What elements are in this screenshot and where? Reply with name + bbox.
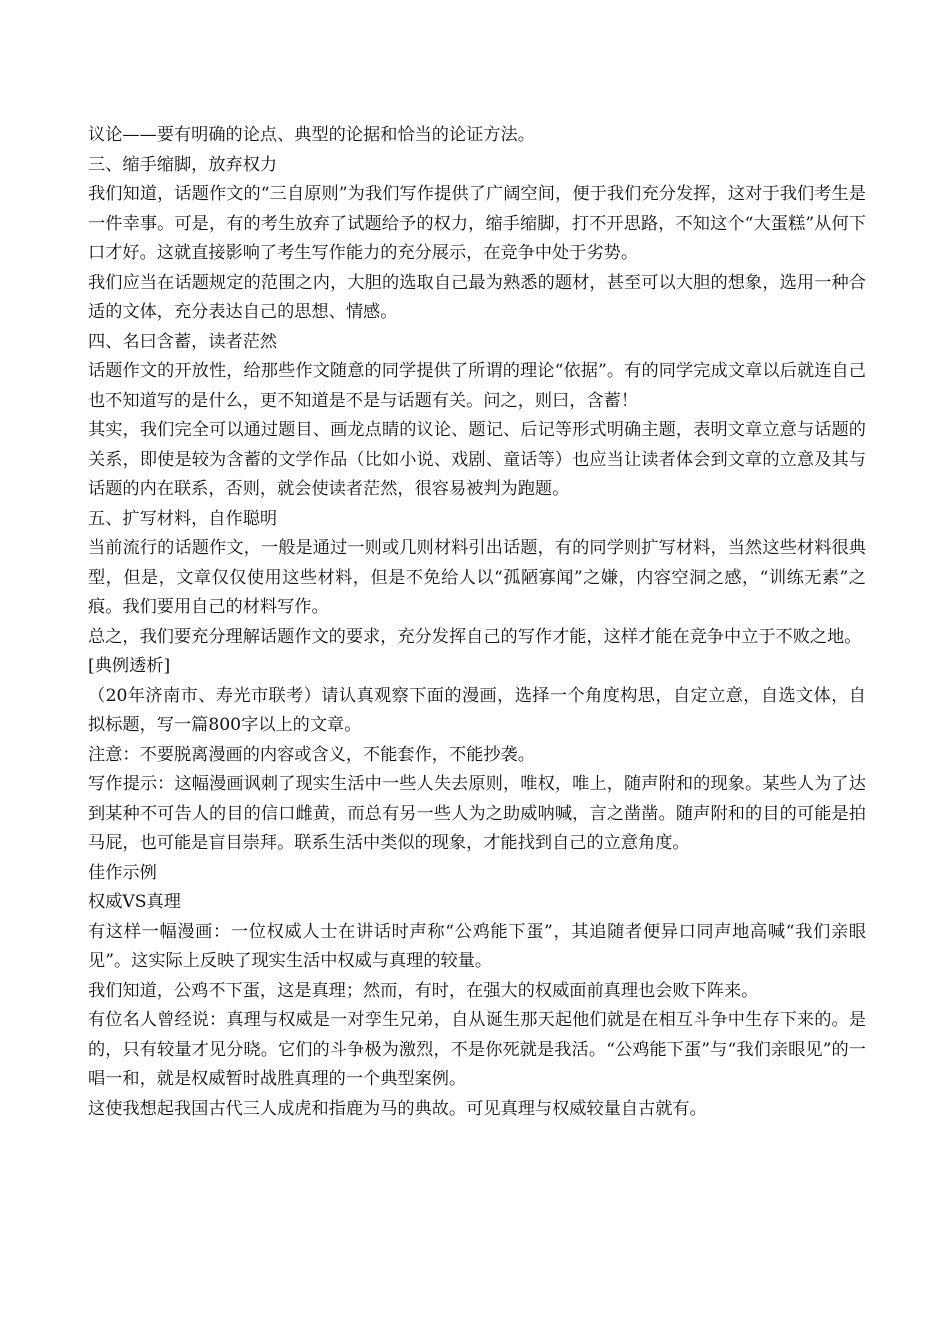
- essay-title: 权威VS真理: [88, 892, 181, 912]
- exam-note: 注意：不要脱离漫画的内容或含义，不能套作，不能抄袭。: [88, 744, 535, 765]
- paragraph: 其实，我们完全可以通过题目、画龙点睛的议论、题记、后记等形式明确主题，表明文章立意与话题的关系，即使是较为含蓄的文学作品（比如小说、戏剧、童话等）也应当让读者体会到文章的立意及其与话题的内在联系，否则，就会使读者茫然，很容易被判为跑题。: [88, 420, 866, 499]
- paragraph: 话题作文的开放性，给那些作文随意的同学提供了所谓的理论“依据”。有的同学完成文章以后就连自己也不知道写的是什么，更不知道是不是与话题有关。问之，则曰，含蓄！: [88, 361, 866, 411]
- paragraph: 我们应当在话题规定的范围之内，大胆的选取自己最为熟悉的题材，甚至可以大胆的想象，选用一种合适的文体，充分表达自己的思想、情感。: [88, 272, 866, 322]
- section-heading-sample-essay: 佳作示例: [88, 862, 157, 883]
- paragraph-argument-requirement: 议论——要有明确的论点、典型的论据和恰当的论证方法。: [88, 125, 535, 145]
- writing-hint: 写作提示：这幅漫画讽刺了现实生活中一些人失去原则，唯权，唯上，随声附和的现象。某些人为了达到某种不可告人的目的信口雌黄，而总有另一些人为之助威呐喊，言之凿凿。随声附和的目的可能是拍马屁，也可能是盲目崇拜。联系生活中类似的现象，才能找到自己的立意角度。: [88, 774, 866, 853]
- exam-prompt: （20年济南市、寿光市联考）请认真观察下面的漫画，选择一个角度构思，自定立意，自选文体，自拟标题，写一篇800字以上的文章。: [88, 685, 866, 735]
- paragraph-conclusion: 总之，我们要充分理解话题作文的要求，充分发挥自己的写作才能，这样才能在竞争中立于不败之地。: [88, 626, 862, 647]
- essay-paragraph: 我们知道，公鸡不下蛋，这是真理；然而，有时，在强大的权威面前真理也会败下阵来。: [88, 980, 759, 1001]
- paragraph: 我们知道，话题作文的“三自原则”为我们写作提供了广阔空间，便于我们充分发挥，这对于我们考生是一件幸事。可是，有的考生放弃了试题给予的权力，缩手缩脚，打不开思路，不知这个“大蛋糕”从何下口才好。这就直接影响了考生写作能力的充分展示，在竞争中处于劣势。: [88, 184, 866, 263]
- section-heading-5: 五、扩写材料，自作聪明: [88, 508, 278, 529]
- section-heading-4: 四、名曰含蓄，读者茫然: [88, 331, 278, 352]
- paragraph: 当前流行的话题作文，一般是通过一则或几则材料引出话题，有的同学则扩写材料，当然这些材料很典型，但是，文章仅仅使用这些材料，但是不免给人以“孤陋寡闻”之嫌，内容空洞之感，“训练无素”之痕。我们要用自己的材料写作。: [88, 538, 866, 617]
- section-heading-example-analysis: [典例透析]: [88, 656, 171, 676]
- essay-paragraph: 有位名人曾经说：真理与权威是一对孪生兄弟，自从诞生那天起他们就是在相互斗争中生存下来的。是的，只有较量才见分晓。它们的斗争极为激烈，不是你死就是我活。“公鸡能下蛋”与“我们亲眼见”的一唱一和，就是权威暂时战胜真理的一个典型案例。: [88, 1010, 866, 1089]
- essay-paragraph: 这使我想起我国古代三人成虎和指鹿为马的典故。可见真理与权威较量自古就有。: [88, 1098, 707, 1119]
- section-heading-3: 三、缩手缩脚，放弃权力: [88, 154, 278, 175]
- document-body: [88, 121, 866, 1124]
- essay-paragraph: 有这样一幅漫画：一位权威人士在讲话时声称“公鸡能下蛋”，其追随者便异口同声地高喊“我们亲眼见”。这实际上反映了现实生活中权威与真理的较量。: [88, 921, 866, 971]
